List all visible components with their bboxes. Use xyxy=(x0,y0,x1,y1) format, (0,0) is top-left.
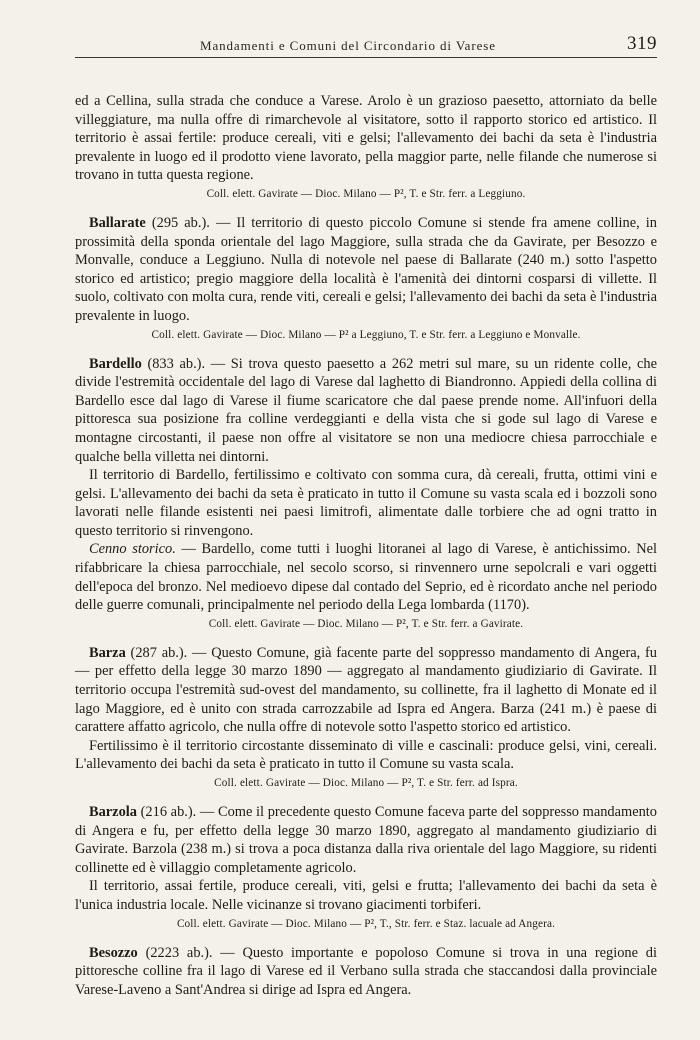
entry-footer: Coll. elett. Gavirate — Dioc. Milano — P², T., Str. ferr. e Staz. lacuale ad Angera. xyxy=(176,917,556,930)
commune-name: Besozzo xyxy=(89,944,138,961)
entry-text: (287 ab.). — Questo Comune, già facente parte del soppresso mandamento di Angera, fu — per effetto della legge 30 marzo 1890 — aggregato al mandamento giudiziario di Gavirate. Il territorio occupa l'estremità sud-ovest del mandamento, su collinette, fra il laghetto di Monate ed il lago Maggiore, ed è unito con strada carrozzabile ad Ispra ed Angera. Barza (241 m.) è paese di carattere affatto agricolo, che nulla offre di notevole sotto l'aspetto storico ed artistico. xyxy=(75,644,657,736)
entry-text: (295 ab.). — Il territorio di questo piccolo Comune si stende fra amene colline, in prossimità della sponda orientale del lago Maggiore, sulla strada che da Gavirate, per Besozzo e Monvalle, conduce a Leggiuno. Nulla di notevole nel paese di Ballarate (240 m.) sotto l'aspetto storico ed artistico; pregio maggiore della località è l'amenità dei dintorni cosparsi di villette. Il suolo, coltivato con molta cura, rende viti, cereali e gelsi; l'allevamento dei bachi da seta è l'industria prevalente in luogo. xyxy=(75,214,657,324)
historical-note-text: — Bardello, come tutti i luoghi litoranei al lago di Varese, è antichissimo. Nel rifabbricare la chiesa parrocchiale, nel secolo scorso, si rinvennero urne sepolcrali e vari oggetti dell'epoca del bronzo. Nel medioevo dipese dal contado del Seprio, ed è ricordato anche nel periodo delle guerre comunali, principalmente nel periodo della Lega lombarda (1170). xyxy=(75,541,657,614)
entry-ballarate xyxy=(75,214,657,343)
entry-paragraph xyxy=(75,944,657,1000)
entry-besozzo xyxy=(75,944,657,1000)
entry-paragraph-2: Fertilissimo è il territorio circostante disseminato di ville e cascinali: produce gelsi, vini, cereali. L'allevamento dei bachi da seta è praticato in tutto il Comune su vasta scala. xyxy=(75,737,657,773)
entry-paragraph xyxy=(75,214,657,326)
entry-footer: Coll. elett. Gavirate — Dioc. Milano — P², T. e Str. ferr. a Leggiuno. xyxy=(206,187,526,200)
running-title: Mandamenti e Comuni del Circondario di Varese xyxy=(200,38,496,53)
entry-arolo-continuation xyxy=(75,92,657,202)
commune-name: Bardello xyxy=(89,355,142,372)
running-header xyxy=(75,0,657,72)
page-body xyxy=(75,92,657,999)
entry-paragraph xyxy=(75,355,657,467)
page-number: 319 xyxy=(627,33,657,54)
commune-name: Barzola xyxy=(89,804,137,820)
entry-barzola xyxy=(75,803,657,932)
historical-note-label: Cenno storico. xyxy=(89,541,176,558)
entry-footer: Coll. elett. Gavirate — Dioc. Milano — P², T. e Str. ferr. a Gavirate. xyxy=(208,617,524,630)
entry-footer: Coll. elett. Gavirate — Dioc. Milano — P², T. e Str. ferr. ad Ispra. xyxy=(214,777,518,789)
entry-text: (2223 ab.). — Questo importante e popoloso Comune si trova in una regione di pittoresche colline fra il lago di Varese ed il Verbano sulla strada che staccandosi dalla provinciale Varese-Laveno a Sant'Andrea si dirige ad Ispra ed Angera. xyxy=(75,944,657,998)
continuation-paragraph: ed a Cellina, sulla strada che conduce a Varese. Arolo è un grazioso paesetto, attorniato da belle villeggiature, ma nulla offre di rimarchevole al visitatore, sotto il rapporto storico ed artistico. Il territorio è assai fertile: produce cereali, viti e gelsi; l'allevamento dei bachi da seta è l'industria prevalente in luogo ed il prodotto viene lavorato, pella maggior parte, nelle filande che numerose si trovano in tutta questa regione. xyxy=(75,93,657,184)
entry-bardello xyxy=(75,355,657,632)
entry-paragraph-2: Il territorio di Bardello, fertilissimo e coltivato con somma cura, dà cereali, frutta, ottimi vini e gelsi. L'allevamento dei bachi da seta è praticato in tutto il Comune su vasta scala ed i bozzoli sono lavorati nelle filande esistenti nei paesi limitrofi, alimentate dalle torbiere che ad ogni tratto in questo territorio si rinvengono. xyxy=(75,467,657,539)
entry-text: (216 ab.). — Come il precedente questo Comune faceva parte del soppresso mandamento di Angera e fu, per effetto della legge 30 marzo 1890, aggregato al mandamento giudiziario di Gavirate. Barzola (238 m.) si trova a poca distanza dalla riva orientale del lago Maggiore, su ridenti collinette ed è villaggio completamente agricolo. xyxy=(75,804,657,876)
commune-name: Barza xyxy=(89,644,126,661)
entry-paragraph-2: Il territorio, assai fertile, produce cereali, viti, gelsi e frutta; l'allevamento dei bachi da seta è l'unica industria locale. Nelle vicinanze si trovano giacimenti torbiferi. xyxy=(75,878,657,913)
header-rule xyxy=(75,57,657,58)
entry-footer: Coll. elett. Gavirate — Dioc. Milano — P² a Leggiuno, T. e Str. ferr. a Leggiuno e Monvalle. xyxy=(151,328,581,341)
entry-text: (833 ab.). — Si trova questo paesetto a 262 metri sul mare, su un ridente colle, che divide l'estremità occidentale del lago di Varese dal laghetto di Biandronno. Appiedi della collina di Bardello esce dal lago di Varese il fiume scaricatore che dal paese prende nome. All'infuori della pittoresca sua posizione fra colline verdeggianti e della vista che si gode sul lago di Varese e montagne circostanti, il paese non offre al visitatore se non una mediocre chiesa parrocchiale e qualche bella villetta nei dintorni. xyxy=(75,355,657,465)
entry-barza xyxy=(75,644,657,791)
entry-paragraph xyxy=(75,803,657,877)
commune-name: Ballarate xyxy=(89,214,146,231)
historical-note-paragraph xyxy=(75,540,657,614)
entry-paragraph xyxy=(75,644,657,737)
